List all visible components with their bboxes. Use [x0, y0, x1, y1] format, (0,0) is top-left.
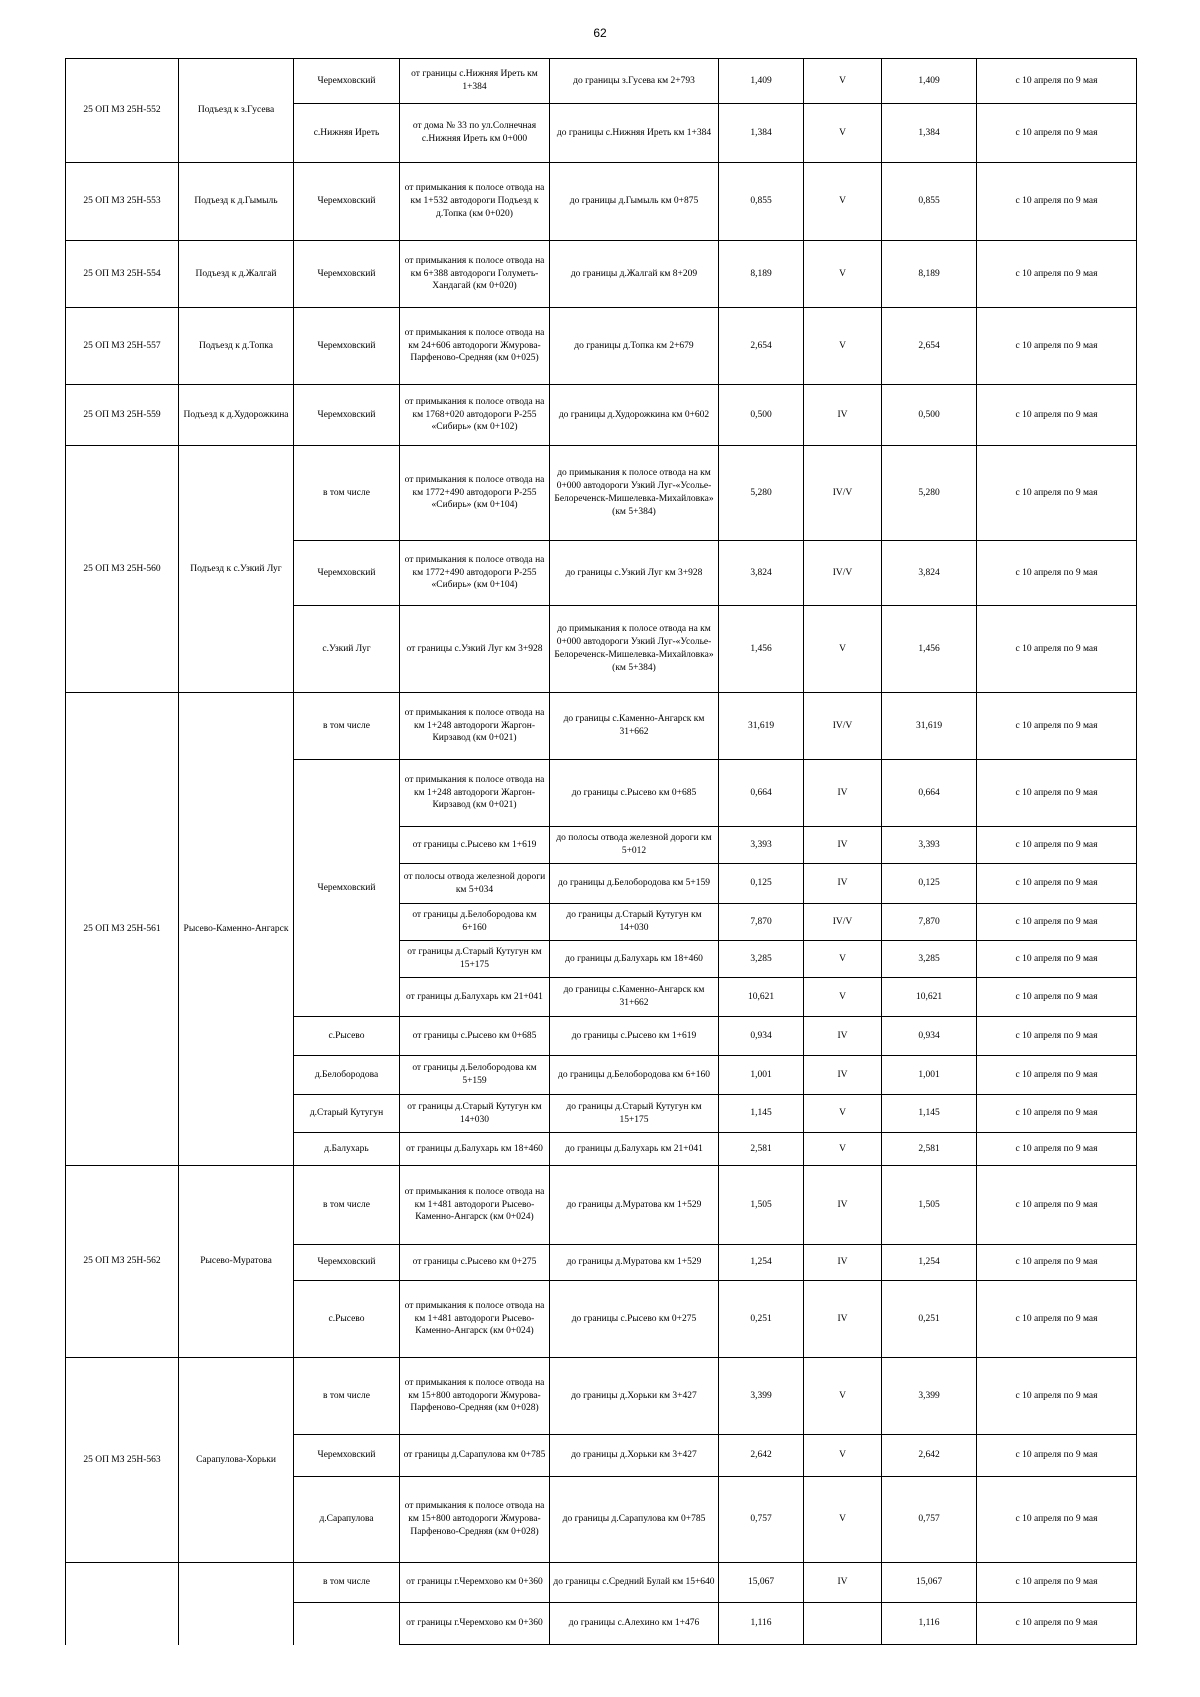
to-cell: до границы с.Алехино км 1+476: [550, 1603, 719, 1645]
area-cell: с.Узкий Луг: [294, 606, 400, 693]
to-cell: до границы д.Гымыль км 0+875: [550, 163, 719, 241]
to-cell: до границы д.Хорьки км 3+427: [550, 1435, 719, 1477]
period-cell: с 10 апреля по 9 мая: [977, 1056, 1137, 1095]
category-cell: V: [804, 1435, 882, 1477]
to-cell: до границы с.Рысево км 0+685: [550, 760, 719, 827]
total-cell: 0,934: [882, 1017, 977, 1056]
to-cell: до границы с.Рысево км 1+619: [550, 1017, 719, 1056]
to-cell: до границы з.Гусева км 2+793: [550, 59, 719, 104]
to-cell: до границы с.Нижняя Иреть км 1+384: [550, 104, 719, 163]
road-code-cell: 25 ОП МЗ 25Н-560: [66, 446, 179, 693]
to-cell: до границы д.Муратова км 1+529: [550, 1166, 719, 1245]
from-cell: от примыкания к полосе отвода на км 1+481 автодороги Рысево-Каменно-Ангарск (км 0+024): [400, 1281, 550, 1358]
total-cell: 5,280: [882, 446, 977, 541]
category-cell: V: [804, 241, 882, 308]
category-cell: V: [804, 978, 882, 1017]
from-cell: от границы с.Рысево км 0+685: [400, 1017, 550, 1056]
period-cell: с 10 апреля по 9 мая: [977, 385, 1137, 446]
category-cell: V: [804, 606, 882, 693]
period-cell: с 10 апреля по 9 мая: [977, 1017, 1137, 1056]
area-cell: Черемховский: [294, 241, 400, 308]
to-cell: до границы д.Худорожкина км 0+602: [550, 385, 719, 446]
to-cell: до границы д.Хорьки км 3+427: [550, 1358, 719, 1435]
road-name-cell: Рысево-Каменно-Ангарск: [179, 693, 294, 1166]
area-cell: Черемховский: [294, 163, 400, 241]
road-name-cell: [179, 1563, 294, 1645]
length-cell: 1,001: [719, 1056, 804, 1095]
category-cell: V: [804, 163, 882, 241]
length-cell: 0,664: [719, 760, 804, 827]
total-cell: 1,001: [882, 1056, 977, 1095]
length-cell: 0,125: [719, 864, 804, 904]
period-cell: с 10 апреля по 9 мая: [977, 163, 1137, 241]
area-cell: Черемховский: [294, 385, 400, 446]
total-cell: 10,621: [882, 978, 977, 1017]
length-cell: 10,621: [719, 978, 804, 1017]
to-cell: до примыкания к полосе отвода на км 0+000 автодороги Узкий Луг-«Усолье-Белореченск-Мишелевка-Михайловка» (км 5+384): [550, 606, 719, 693]
period-cell: с 10 апреля по 9 мая: [977, 760, 1137, 827]
from-cell: от примыкания к полосе отвода на км 1+248 автодороги Жаргон-Кирзавод (км 0+021): [400, 760, 550, 827]
period-cell: с 10 апреля по 9 мая: [977, 1281, 1137, 1358]
road-code-cell: 25 ОП МЗ 25Н-552: [66, 59, 179, 163]
category-cell: [804, 1603, 882, 1645]
roads-table: [65, 58, 1137, 1645]
period-cell: с 10 апреля по 9 мая: [977, 1245, 1137, 1281]
length-cell: 8,189: [719, 241, 804, 308]
road-name-cell: Подъезд к з.Гусева: [179, 59, 294, 163]
to-cell: до границы д.Сарапулова км 0+785: [550, 1477, 719, 1563]
area-cell: с.Рысево: [294, 1017, 400, 1056]
road-name-cell: Подъезд к с.Узкий Луг: [179, 446, 294, 693]
total-cell: 0,664: [882, 760, 977, 827]
total-cell: 0,855: [882, 163, 977, 241]
total-cell: 1,409: [882, 59, 977, 104]
length-cell: 1,116: [719, 1603, 804, 1645]
category-cell: V: [804, 59, 882, 104]
total-cell: 1,116: [882, 1603, 977, 1645]
area-cell: в том числе: [294, 446, 400, 541]
to-cell: до границы д.Белобородова км 6+160: [550, 1056, 719, 1095]
total-cell: 3,399: [882, 1358, 977, 1435]
period-cell: с 10 апреля по 9 мая: [977, 827, 1137, 864]
total-cell: 1,456: [882, 606, 977, 693]
table-row: [66, 241, 1137, 308]
category-cell: IV: [804, 1017, 882, 1056]
area-cell: д.Белобородова: [294, 1056, 400, 1095]
length-cell: 1,254: [719, 1245, 804, 1281]
road-code-cell: 25 ОП МЗ 25Н-554: [66, 241, 179, 308]
area-cell: д.Старый Кутугун: [294, 1095, 400, 1133]
to-cell: до границы д.Старый Кутугун км 15+175: [550, 1095, 719, 1133]
road-code-cell: 25 ОП МЗ 25Н-553: [66, 163, 179, 241]
total-cell: 3,393: [882, 827, 977, 864]
table-row: [66, 385, 1137, 446]
period-cell: с 10 апреля по 9 мая: [977, 241, 1137, 308]
area-cell: в том числе: [294, 693, 400, 760]
category-cell: IV: [804, 1056, 882, 1095]
area-cell: д.Балухарь: [294, 1133, 400, 1166]
category-cell: IV: [804, 864, 882, 904]
road-code-cell: 25 ОП МЗ 25Н-557: [66, 308, 179, 385]
from-cell: от примыкания к полосе отвода на км 1768+020 автодороги Р-255 «Сибирь» (км 0+102): [400, 385, 550, 446]
area-cell: Черемховский: [294, 1245, 400, 1281]
from-cell: от примыкания к полосе отвода на км 1+532 автодороги Подъезд к д.Топка (км 0+020): [400, 163, 550, 241]
length-cell: 0,934: [719, 1017, 804, 1056]
total-cell: 31,619: [882, 693, 977, 760]
from-cell: от границы д.Балухарь км 18+460: [400, 1133, 550, 1166]
area-cell: [294, 1603, 400, 1645]
period-cell: с 10 апреля по 9 мая: [977, 308, 1137, 385]
from-cell: от границы д.Белобородова км 6+160: [400, 904, 550, 941]
from-cell: от примыкания к полосе отвода на км 1+248 автодороги Жаргон-Кирзавод (км 0+021): [400, 693, 550, 760]
from-cell: от границы с.Нижняя Иреть км 1+384: [400, 59, 550, 104]
period-cell: с 10 апреля по 9 мая: [977, 1477, 1137, 1563]
table-body: [66, 59, 1137, 1645]
from-cell: от границы с.Рысево км 0+275: [400, 1245, 550, 1281]
area-cell: Черемховский: [294, 59, 400, 104]
period-cell: с 10 апреля по 9 мая: [977, 446, 1137, 541]
length-cell: 1,505: [719, 1166, 804, 1245]
period-cell: с 10 апреля по 9 мая: [977, 1166, 1137, 1245]
category-cell: IV/V: [804, 904, 882, 941]
area-cell: с.Нижняя Иреть: [294, 104, 400, 163]
from-cell: от примыкания к полосе отвода на км 24+606 автодороги Жмурова-Парфеново-Средняя (км 0+025): [400, 308, 550, 385]
period-cell: с 10 апреля по 9 мая: [977, 104, 1137, 163]
category-cell: V: [804, 308, 882, 385]
from-cell: от границы с.Узкий Луг км 3+928: [400, 606, 550, 693]
total-cell: 1,145: [882, 1095, 977, 1133]
page-number: 62: [593, 26, 607, 40]
table-row: [66, 446, 1137, 541]
category-cell: IV: [804, 827, 882, 864]
total-cell: 1,505: [882, 1166, 977, 1245]
from-cell: от дома № 33 по ул.Солнечная с.Нижняя Иреть км 0+000: [400, 104, 550, 163]
length-cell: 0,855: [719, 163, 804, 241]
to-cell: до примыкания к полосе отвода на км 0+000 автодороги Узкий Луг-«Усолье-Белореченск-Мишелевка-Михайловка» (км 5+384): [550, 446, 719, 541]
road-code-cell: 25 ОП МЗ 25Н-561: [66, 693, 179, 1166]
period-cell: с 10 апреля по 9 мая: [977, 1563, 1137, 1603]
total-cell: 0,125: [882, 864, 977, 904]
category-cell: V: [804, 1477, 882, 1563]
total-cell: 15,067: [882, 1563, 977, 1603]
period-cell: с 10 апреля по 9 мая: [977, 1358, 1137, 1435]
road-code-cell: [66, 1563, 179, 1645]
road-name-cell: Подъезд к д.Жалгай: [179, 241, 294, 308]
category-cell: V: [804, 1133, 882, 1166]
total-cell: 0,251: [882, 1281, 977, 1358]
area-cell: в том числе: [294, 1166, 400, 1245]
area-cell: в том числе: [294, 1563, 400, 1603]
table-row: [66, 693, 1137, 760]
length-cell: 1,145: [719, 1095, 804, 1133]
period-cell: с 10 апреля по 9 мая: [977, 606, 1137, 693]
length-cell: 1,384: [719, 104, 804, 163]
total-cell: 0,757: [882, 1477, 977, 1563]
length-cell: 7,870: [719, 904, 804, 941]
from-cell: от примыкания к полосе отвода на км 15+800 автодороги Жмурова-Парфеново-Средняя (км 0+028): [400, 1358, 550, 1435]
area-cell: с.Рысево: [294, 1281, 400, 1358]
category-cell: IV: [804, 1563, 882, 1603]
from-cell: от границы с.Рысево км 1+619: [400, 827, 550, 864]
length-cell: 3,824: [719, 541, 804, 606]
area-cell: в том числе: [294, 1358, 400, 1435]
total-cell: 7,870: [882, 904, 977, 941]
total-cell: 3,285: [882, 941, 977, 978]
from-cell: от границы г.Черемхово км 0+360: [400, 1563, 550, 1603]
to-cell: до границы с.Рысево км 0+275: [550, 1281, 719, 1358]
period-cell: с 10 апреля по 9 мая: [977, 941, 1137, 978]
length-cell: 3,399: [719, 1358, 804, 1435]
period-cell: с 10 апреля по 9 мая: [977, 59, 1137, 104]
category-cell: IV: [804, 760, 882, 827]
period-cell: с 10 апреля по 9 мая: [977, 978, 1137, 1017]
road-name-cell: Сарапулова-Хорьки: [179, 1358, 294, 1563]
category-cell: V: [804, 941, 882, 978]
total-cell: 1,384: [882, 104, 977, 163]
area-cell: д.Сарапулова: [294, 1477, 400, 1563]
to-cell: до границы с.Средний Булай км 15+640: [550, 1563, 719, 1603]
period-cell: с 10 апреля по 9 мая: [977, 541, 1137, 606]
road-code-cell: 25 ОП МЗ 25Н-559: [66, 385, 179, 446]
road-name-cell: Рысево-Муратова: [179, 1166, 294, 1358]
to-cell: до границы с.Узкий Луг км 3+928: [550, 541, 719, 606]
length-cell: 31,619: [719, 693, 804, 760]
from-cell: от примыкания к полосе отвода на км 1+481 автодороги Рысево-Каменно-Ангарск (км 0+024): [400, 1166, 550, 1245]
to-cell: до границы с.Каменно-Ангарск км 31+662: [550, 693, 719, 760]
period-cell: с 10 апреля по 9 мая: [977, 864, 1137, 904]
table-row: [66, 308, 1137, 385]
road-name-cell: Подъезд к д.Худорожкина: [179, 385, 294, 446]
category-cell: IV/V: [804, 541, 882, 606]
period-cell: с 10 апреля по 9 мая: [977, 1095, 1137, 1133]
length-cell: 3,285: [719, 941, 804, 978]
to-cell: до границы д.Старый Кутугун км 14+030: [550, 904, 719, 941]
length-cell: 0,757: [719, 1477, 804, 1563]
table-row: [66, 163, 1137, 241]
length-cell: 2,581: [719, 1133, 804, 1166]
length-cell: 2,642: [719, 1435, 804, 1477]
category-cell: V: [804, 1358, 882, 1435]
table-row: [66, 1358, 1137, 1435]
length-cell: 2,654: [719, 308, 804, 385]
length-cell: 15,067: [719, 1563, 804, 1603]
area-cell: Черемховский: [294, 760, 400, 1017]
from-cell: от примыкания к полосе отвода на км 6+388 автодороги Голуметь-Хандагай (км 0+020): [400, 241, 550, 308]
total-cell: 2,654: [882, 308, 977, 385]
from-cell: от примыкания к полосе отвода на км 1772+490 автодороги Р-255 «Сибирь» (км 0+104): [400, 541, 550, 606]
table-row: [66, 59, 1137, 104]
from-cell: от границы д.Белобородова км 5+159: [400, 1056, 550, 1095]
category-cell: IV: [804, 1245, 882, 1281]
period-cell: с 10 апреля по 9 мая: [977, 1435, 1137, 1477]
road-name-cell: Подъезд к д.Гымыль: [179, 163, 294, 241]
from-cell: от примыкания к полосе отвода на км 1772+490 автодороги Р-255 «Сибирь» (км 0+104): [400, 446, 550, 541]
length-cell: 0,500: [719, 385, 804, 446]
to-cell: до границы д.Муратова км 1+529: [550, 1245, 719, 1281]
to-cell: до границы д.Жалгай км 8+209: [550, 241, 719, 308]
length-cell: 1,409: [719, 59, 804, 104]
from-cell: от примыкания к полосе отвода на км 15+800 автодороги Жмурова-Парфеново-Средняя (км 0+028): [400, 1477, 550, 1563]
to-cell: до границы с.Каменно-Ангарск км 31+662: [550, 978, 719, 1017]
from-cell: от границы д.Сарапулова км 0+785: [400, 1435, 550, 1477]
road-code-cell: 25 ОП МЗ 25Н-562: [66, 1166, 179, 1358]
from-cell: от границы г.Черемхово км 0+360: [400, 1603, 550, 1645]
road-name-cell: Подъезд к д.Топка: [179, 308, 294, 385]
total-cell: 1,254: [882, 1245, 977, 1281]
length-cell: 3,393: [719, 827, 804, 864]
from-cell: от границы д.Старый Кутугун км 14+030: [400, 1095, 550, 1133]
period-cell: с 10 апреля по 9 мая: [977, 1603, 1137, 1645]
total-cell: 3,824: [882, 541, 977, 606]
area-cell: Черемховский: [294, 308, 400, 385]
category-cell: IV: [804, 1281, 882, 1358]
period-cell: с 10 апреля по 9 мая: [977, 693, 1137, 760]
to-cell: до границы д.Белобородова км 5+159: [550, 864, 719, 904]
table-row: [66, 1166, 1137, 1245]
to-cell: до границы д.Топка км 2+679: [550, 308, 719, 385]
category-cell: IV: [804, 385, 882, 446]
to-cell: до границы д.Балухарь км 21+041: [550, 1133, 719, 1166]
total-cell: 8,189: [882, 241, 977, 308]
from-cell: от границы д.Старый Кутугун км 15+175: [400, 941, 550, 978]
period-cell: с 10 апреля по 9 мая: [977, 1133, 1137, 1166]
total-cell: 2,581: [882, 1133, 977, 1166]
category-cell: IV: [804, 1166, 882, 1245]
total-cell: 0,500: [882, 385, 977, 446]
table-row: [66, 1563, 1137, 1603]
area-cell: Черемховский: [294, 541, 400, 606]
from-cell: от полосы отвода железной дороги км 5+034: [400, 864, 550, 904]
total-cell: 2,642: [882, 1435, 977, 1477]
area-cell: Черемховский: [294, 1435, 400, 1477]
from-cell: от границы д.Балухарь км 21+041: [400, 978, 550, 1017]
length-cell: 0,251: [719, 1281, 804, 1358]
road-code-cell: 25 ОП МЗ 25Н-563: [66, 1358, 179, 1563]
category-cell: V: [804, 1095, 882, 1133]
category-cell: IV/V: [804, 693, 882, 760]
length-cell: 1,456: [719, 606, 804, 693]
category-cell: V: [804, 104, 882, 163]
to-cell: до полосы отвода железной дороги км 5+012: [550, 827, 719, 864]
to-cell: до границы д.Балухарь км 18+460: [550, 941, 719, 978]
period-cell: с 10 апреля по 9 мая: [977, 904, 1137, 941]
category-cell: IV/V: [804, 446, 882, 541]
length-cell: 5,280: [719, 446, 804, 541]
